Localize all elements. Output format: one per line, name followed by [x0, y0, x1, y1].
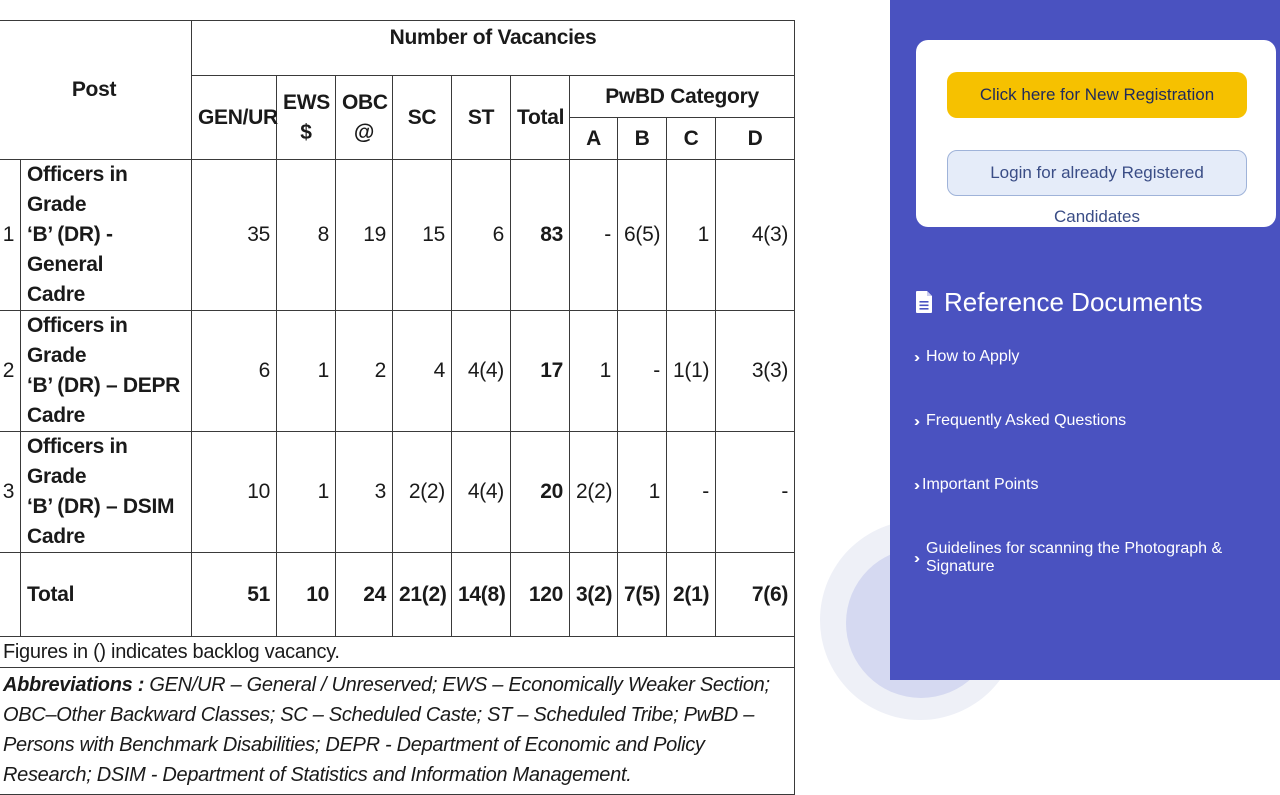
col-pwbd-c: C [667, 118, 716, 160]
chevron-right-icon: ›› [914, 348, 916, 366]
col-st: ST [452, 76, 511, 160]
total-row: Total 51 10 24 21(2) 14(8) 120 3(2) 7(5) 2(1) 7(6) [0, 553, 795, 637]
post-name: Officers in Grade ‘B’ (DR) – DEPR Cadre [21, 311, 192, 432]
col-total: Total [511, 76, 570, 160]
link-important-points[interactable]: ›› Important Points [914, 476, 1039, 494]
link-faq[interactable]: ›› Frequently Asked Questions [914, 412, 1127, 430]
col-pwbd-a: A [570, 118, 618, 160]
table-row: 1 Officers in Grade ‘B’ (DR) - General Cadre 35 8 19 15 6 83 - 6(5) 1 4(3) [0, 160, 795, 311]
new-registration-button[interactable]: Click here for New Registration [947, 72, 1247, 118]
side-panel [890, 0, 1280, 680]
reference-documents-title: Reference Documents [944, 286, 1203, 317]
col-pwbd: PwBD Category [570, 76, 795, 118]
vacancies-header: Number of Vacancies [192, 21, 795, 76]
vacancy-table [0, 20, 795, 795]
chevron-right-icon: ›› [914, 412, 916, 430]
col-obc: OBC @ [336, 76, 393, 160]
login-button[interactable]: Login for already Registered Candidates [947, 150, 1247, 196]
link-how-to-apply[interactable]: ›› How to Apply [914, 348, 1020, 366]
document-icon [916, 291, 932, 313]
table-row: 3 Officers in Grade ‘B’ (DR) – DSIM Cadre 10 1 3 2(2) 4(4) 20 2(2) 1 - - [0, 432, 795, 553]
col-sc: SC [393, 76, 452, 160]
col-pwbd-b: B [618, 118, 667, 160]
col-gen: GEN/UR [192, 76, 277, 160]
col-ews: EWS $ [277, 76, 336, 160]
backlog-note: Figures in () indicates backlog vacancy. [0, 637, 795, 668]
post-header: Post [0, 21, 192, 160]
table-row: 2 Officers in Grade ‘B’ (DR) – DEPR Cadre 6 1 2 4 4(4) 17 1 - 1(1) 3(3) [0, 311, 795, 432]
reference-documents-heading [916, 282, 1203, 322]
post-name: Officers in Grade ‘B’ (DR) – DSIM Cadre [21, 432, 192, 553]
chevron-right-icon: ›› [914, 476, 916, 494]
post-name: Officers in Grade ‘B’ (DR) - General Cadre [21, 160, 192, 311]
abbreviations-note: Abbreviations : GEN/UR – General / Unreserved; EWS – Economically Weaker Section; OBC–Other Backward Classes; SC – Scheduled Caste; ST – Scheduled Tribe; PwBD – Persons with Benchmark Disabilities; DEPR - Department of Economic and Policy Research; DSIM - Department of Statistics and Information Management. [0, 668, 795, 795]
col-pwbd-d: D [716, 118, 795, 160]
chevron-right-icon: ›› [914, 549, 916, 567]
link-photo-signature-guidelines[interactable]: ›› Guidelines for scanning the Photograph & Signature [914, 540, 1223, 575]
registration-card [916, 40, 1276, 227]
